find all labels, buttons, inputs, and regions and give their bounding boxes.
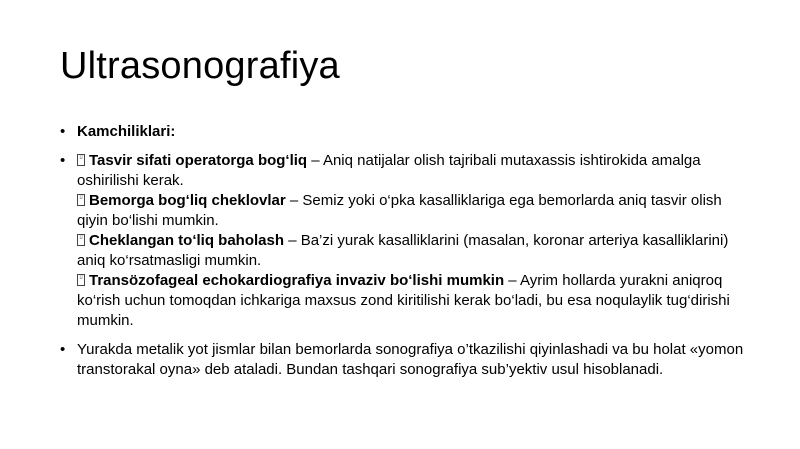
limitation-text: – Ba’zi yurak kasalliklarini (masalan, koronar arteriya kasalliklarini) aniq ko‘rsatmasligi mumkin. — [77, 232, 729, 269]
limitation-line-assessment — [77, 231, 750, 271]
limitation-bold: Bemorga bog‘liq cheklovlar — [89, 192, 286, 209]
missing-glyph-icon: ▯ — [77, 274, 85, 286]
bullet-heading: Kamchiliklari: — [77, 123, 176, 140]
limitation-line-patient — [77, 191, 750, 231]
bullet-item-metal — [60, 340, 750, 380]
missing-glyph-icon: ▯ — [77, 234, 85, 246]
missing-glyph-icon: ▯ — [77, 194, 85, 206]
limitation-bold: Transözofageal echokardiografiya invaziv bo‘lishi mumkin — [89, 272, 505, 289]
limitation-bold: Tasvir sifati operatorga bog‘liq — [89, 152, 308, 169]
bullet-dot: • — [60, 123, 66, 140]
limitation-text: – Ayrim hollarda yurakni aniqroq ko‘rish uchun tomoqdan ichkariga maxsus zond kiritilishi kerak bo‘ladi, bu esa noqulaylik tug‘dirishi mumkin. — [77, 272, 730, 329]
slide-title: Ultrasonografiya — [60, 45, 340, 87]
limitation-line-operator — [77, 151, 750, 191]
bullet-item-kamchiliklari — [60, 122, 750, 142]
bullet-dot: • — [60, 341, 66, 358]
limitation-bold: Cheklangan to‘liq baholash — [89, 232, 285, 249]
bullet-text: Yurakda metalik yot jismlar bilan bemorlarda sonografiya o’tkazilishi qiyinlashadi va bu holat «yomon transtorakal oyna» deb ataladi. Bundan tashqari sonografiya sub’yektiv usul hisoblanadi. — [77, 341, 744, 378]
limitation-text: – Aniq natijalar olish tajribali mutaxassis ishtirokida amalga oshirilishi kerak. — [77, 152, 701, 189]
bullet-item-limitations — [60, 151, 750, 331]
missing-glyph-icon: ▯ — [77, 154, 85, 166]
limitation-text: – Semiz yoki o‘pka kasalliklariga ega bemorlarda aniq tasvir olish qiyin bo‘lishi mumkin. — [77, 192, 722, 229]
limitation-line-tee — [77, 271, 750, 331]
bullet-list — [60, 122, 750, 389]
bullet-dot: • — [60, 152, 66, 169]
